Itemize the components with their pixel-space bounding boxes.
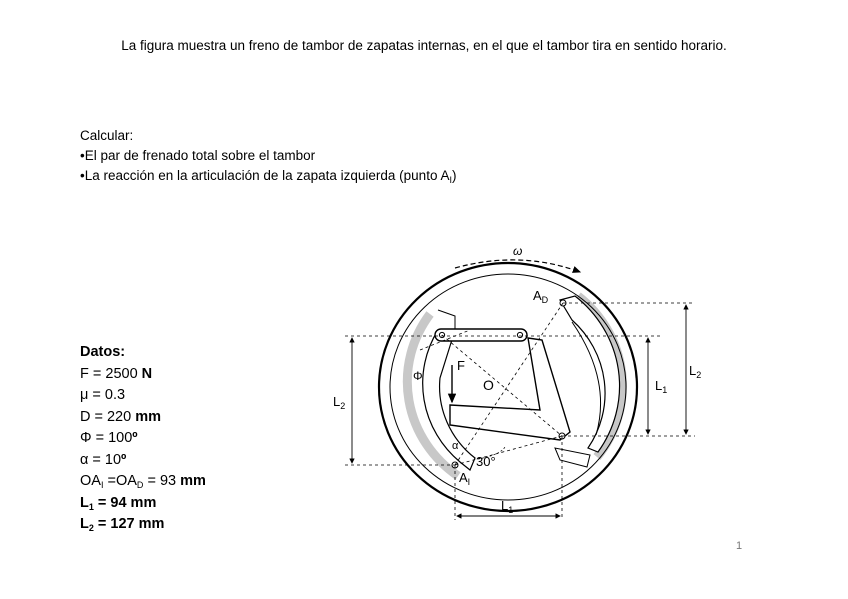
- omega-label: ω: [513, 244, 523, 258]
- angle-30-label: 30°: [476, 454, 496, 469]
- drum-outer: [379, 263, 637, 511]
- ai-label: $A_I$: [459, 470, 471, 487]
- pin-link-right: [517, 332, 522, 337]
- l1-bottom-label: $L_1$: [501, 498, 514, 515]
- l1-right-label: $L_1$: [655, 378, 668, 395]
- datos-oa: $OA_I =OA_D = 93$ mm: [80, 473, 206, 490]
- datos-heading: Datos:: [80, 344, 126, 360]
- datos-diameter: D = 220 mm: [80, 408, 162, 425]
- datos-phi: Φ = 100º: [80, 430, 138, 446]
- alpha-label: α: [452, 440, 459, 452]
- page-title: La figura muestra un freno de tambor de zapatas internas, en el que el tambor tira en sentido horario.: [121, 38, 727, 53]
- datos-l1: $L_1 = 94$ mm: [80, 494, 157, 512]
- page-number: 1: [736, 540, 743, 552]
- phi-label: Φ: [413, 369, 423, 383]
- calcular-item-1: •El par de frenado total sobre el tambor: [80, 148, 316, 163]
- ad-label: $A_D$: [533, 288, 549, 305]
- link-bar: [435, 329, 527, 341]
- center-label: O: [483, 377, 494, 393]
- calcular-heading: Calcular:: [80, 128, 134, 143]
- datos-friction: μ = 0.3: [80, 387, 126, 403]
- l2-right-label: $L_2$: [689, 363, 702, 380]
- datos-alpha: α = 10º: [80, 451, 127, 468]
- force-label: F: [457, 358, 465, 373]
- datos-l2: $L_2 = 127$ mm: [80, 516, 165, 533]
- calcular-item-2: •La reacción en la articulación de la zapata izquierda (punto $A_I$): [80, 168, 457, 185]
- l2-left-label: $L_2$: [333, 394, 346, 411]
- datos-force: F = 2500 N: [80, 365, 153, 382]
